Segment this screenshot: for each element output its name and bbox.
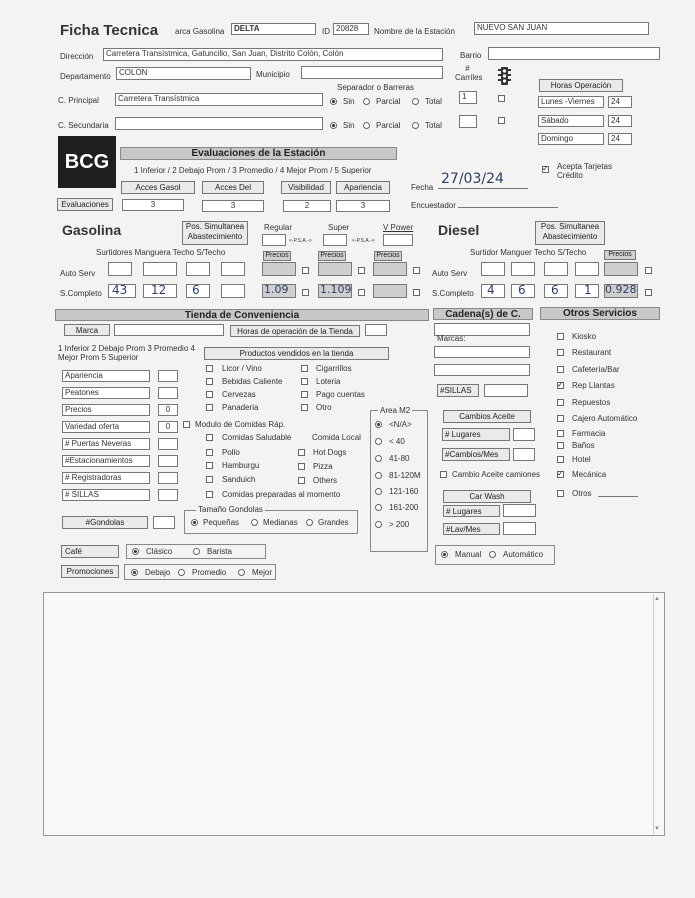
sc-precio-regular-hand: 1.09 [264,283,289,296]
pizza-checkbox[interactable] [298,463,305,470]
car-wash-button[interactable]: Car Wash [443,490,531,503]
precios-regular-button[interactable]: Precios [263,251,291,261]
vpower-label: V Power [383,223,414,232]
hamburgu-label: Hamburgu [222,461,260,470]
principal-label: C. Principal [58,96,99,105]
d-sc-surtidor-hand: 4 [487,283,495,297]
wash-opt: Automático [503,550,544,559]
sanduich-checkbox[interactable] [206,476,213,483]
tamano-label: Tamaño Gondolas [198,505,263,514]
sc-precio-vpower[interactable] [373,284,407,298]
d-sc-techo-hand: 6 [551,283,559,297]
as-super-checkbox[interactable] [358,267,365,274]
principal-field[interactable]: Carretera Transístmica [115,93,323,106]
cafe-opt: Clásico [146,547,173,556]
psa-label: <-P.S.A.-> [352,238,375,244]
eval-row-label: Variedad oferta [62,421,150,433]
area-40-radio[interactable] [375,438,382,445]
sc-super-checkbox[interactable] [358,289,365,296]
tarjetas-check-icon: ✓ [542,164,549,173]
area-over200-radio[interactable] [375,521,382,528]
lugares-button[interactable]: # Lugares [442,428,510,441]
auto-serv-label: Auto Serv [60,269,96,278]
sillas-button[interactable]: #SILLAS [437,384,479,397]
cervezas-checkbox[interactable] [206,391,213,398]
tamano-grandes-radio[interactable] [306,519,313,526]
carriles2-checkbox[interactable] [498,117,505,124]
cafeteria-checkbox[interactable] [557,366,564,373]
promo-opt: Debajo [145,568,171,577]
eval-row-value[interactable] [158,438,178,450]
horas-operacion-button[interactable]: Horas Operación [539,79,623,92]
eval-row-label: Peatones [62,387,150,399]
eval-row-value[interactable]: 0 [158,421,178,433]
separador-parcial-radio[interactable] [363,98,370,105]
sc-vpower-checkbox[interactable] [413,289,420,296]
gondolas-button[interactable]: #Gondolas [62,516,148,529]
sc-regular-checkbox[interactable] [302,289,309,296]
eval-acces-gasol-field[interactable]: 3 [122,199,184,211]
others-checkbox[interactable] [298,477,305,484]
otros-header: Otros Servicios [540,307,660,320]
as-vpower-checkbox[interactable] [413,267,420,274]
panaderia-checkbox[interactable] [206,404,213,411]
promo-opt: Promedio [192,568,227,577]
otros-item-label: Otros [572,489,592,498]
notes-textarea[interactable] [43,592,665,836]
lugares-field[interactable] [513,428,535,441]
cw-lugares-field[interactable] [503,504,536,517]
as-precio-super[interactable] [318,262,352,276]
diesel-cols: Surtidor Manguer Techo S/Techo [470,248,587,257]
pago-cuentas-checkbox[interactable] [301,391,308,398]
regular-label: Regular [264,223,293,232]
barrio-field[interactable] [488,47,660,60]
cw-lugares-button[interactable]: # Lugares [443,505,500,517]
otros-item-label: Mecánica [572,470,607,479]
psa-label: <-P.S.A.-> [289,238,312,244]
d-sc-precio-hand: 0.928 [605,283,637,296]
pizza-label: Pizza [313,462,333,471]
farmacia-checkbox[interactable] [557,430,564,437]
evaluaciones-header: Evaluaciones de la Estación [120,147,397,160]
d-as-manguer[interactable] [511,262,535,276]
pollo-label: Pollo [222,448,240,457]
tamano-opt: Medianas [263,518,298,527]
area-opt: 41-80 [389,454,410,463]
eval-row-label: # Puertas Neveras [62,438,150,450]
tamano-opt: Pequeñas [203,518,240,527]
eval-visibilidad-field[interactable]: 2 [283,200,331,212]
otros-item-label: Kiosko [572,332,597,341]
d-as-checkbox[interactable] [645,267,652,274]
eval-row-value[interactable] [158,489,178,501]
opt-sin-2: Sin [343,121,355,130]
tamano-opt: Grandes [318,518,349,527]
comidas-rapidas-label: Modulo de Comidas Ráp. [195,420,286,429]
otros-item-label: Hotel [572,455,591,464]
acces-gasol-button[interactable]: Acces Gasol [121,181,195,194]
loteria-checkbox[interactable] [301,378,308,385]
sc-surtidores-hand: 43 [112,283,128,297]
hotel-checkbox[interactable] [557,456,564,463]
eval-row-label: Apariencia [62,370,150,382]
s-completo-label: S.Completo [60,289,102,298]
direccion-label: Dirección [60,52,94,61]
opt-total-2: Total [425,121,442,130]
municipio-field[interactable] [301,66,443,79]
encuestador-label: Encuestador [411,201,456,210]
marca-label: arca Gasolina [175,27,225,36]
tarjetas-label: Acepta Tarjetas Crédito [557,162,612,180]
opt-parcial: Parcial [376,97,401,106]
otro-label: Otro [316,403,332,412]
vpower-field[interactable] [383,234,413,246]
preparadas-label: Comidas preparadas al momento [222,490,341,499]
tienda-scale: 1 Inferior 2 Debajo Prom 3 Promedio 4 Mejor Prom 5 Superior [58,344,195,362]
cigarrillos-label: Cigarrillos [316,364,352,373]
horas-domingo-field[interactable]: 24 [608,133,632,145]
departamento-label: Departamento [60,72,111,81]
d-as-techo[interactable] [544,262,568,276]
promo-opt: Mejor [252,568,273,577]
municipio-label: Municipio [256,70,290,79]
sc-stecho[interactable] [221,284,245,298]
id-label: ID [322,27,330,36]
promo-promedio-radio[interactable] [178,569,185,576]
kiosko-checkbox[interactable] [557,333,564,340]
as-precio-regular[interactable] [262,262,296,276]
gasolina-title: Gasolina [62,222,122,238]
promo-mejor-radio[interactable] [238,569,245,576]
otros-line[interactable] [598,496,638,497]
secundaria-label: C. Secundaria [58,121,109,130]
eval-apariencia-field[interactable]: 3 [336,200,390,212]
otros-item-label: Cajero Automático [572,414,638,423]
diesel-title: Diesel [438,222,480,238]
horas-lv-field[interactable]: 24 [608,96,632,108]
repuestos-checkbox[interactable] [557,399,564,406]
eval-row-label: # SILLAS [62,489,150,501]
horas-day-label: Domingo [538,133,604,145]
area-opt: < 40 [389,437,405,446]
comida-local-label: Comida Local [312,433,361,442]
productos-button[interactable]: Productos vendidos en la tienda [204,347,389,360]
area-200-radio[interactable] [375,504,382,511]
cambios-mes-button[interactable]: #Cambios/Mes [442,448,510,461]
hamburgu-checkbox[interactable] [206,462,213,469]
as-surtidores[interactable] [108,262,132,276]
bebidas-label: Bebidas Caliente [222,377,283,386]
as-regular-checkbox[interactable] [302,267,309,274]
area-label: Area M2 [380,406,411,415]
as-precio-vpower[interactable] [373,262,407,276]
area-group [370,410,428,552]
otros-item-label: Baños [572,441,595,450]
area-opt: <N/A> [389,420,412,429]
cw-lav-button[interactable]: #Lav/Mes [443,523,500,535]
separador2-parcial-radio[interactable] [363,122,370,129]
loteria-label: Loteria [316,377,341,386]
wash-opt: Manual [455,550,482,559]
d-sc-checkbox[interactable] [645,289,652,296]
saludable-checkbox[interactable] [206,434,213,441]
evaluaciones-scale: 1 Inferior / 2 Debajo Prom / 3 Promedio / 4 Mejor Prom / 5 Superior [134,166,372,175]
cw-lav-field[interactable] [503,522,536,535]
d-sc-manguer-hand: 6 [518,283,526,297]
hot-dogs-checkbox[interactable] [298,449,305,456]
sanduich-label: Sanduich [222,475,256,484]
otros-item-label: Restaurant [572,348,612,357]
horas-day-label: Sábado [538,115,604,127]
carriles-label: # Carriles [455,64,483,82]
eval-acces-del-field[interactable]: 3 [202,200,264,212]
area-opt: 121-160 [389,487,419,496]
eval-row-label: Precios [62,404,150,416]
otros-item-label: Farmacia [572,429,606,438]
gasolina-pos-button[interactable]: Pos. Simultanea Abastecimiento [182,221,248,245]
direccion-field[interactable]: Carretera Transístmica, Gatuncillo, San Juan, Distrito Colón, Colón [103,48,443,61]
barrio-label: Barrio [460,51,482,60]
tamano-medianas-radio[interactable] [251,519,258,526]
rep-llantas-check-icon: ✓ [557,380,564,389]
eval-row-value[interactable] [158,455,178,467]
pago-cuentas-label: Pago cuentas [316,390,365,399]
precios-super-button[interactable]: Precios [318,251,346,261]
sillas-field[interactable] [484,384,528,397]
saludable-label: Comidas Saludable [222,433,292,442]
marca-field[interactable]: DELTA [231,23,316,35]
otro-checkbox[interactable] [301,404,308,411]
as-manguera[interactable] [143,262,177,276]
fecha-line [438,188,528,189]
separador-label: Separador o Barreras [337,83,414,92]
eval-row-value[interactable] [158,387,178,399]
departamento-field[interactable]: COLON [116,67,251,80]
tienda-header: Tienda de Conveniencia [55,309,429,321]
cafe-button[interactable]: Café [61,545,119,558]
area-160-radio[interactable] [375,488,382,495]
sc-manguera-hand: 12 [151,283,167,297]
separador-sin-radio[interactable] [330,98,337,105]
tienda-marca-field[interactable] [114,324,224,336]
marcas-field-1[interactable] [434,346,530,358]
marca-button[interactable]: Marca [64,324,110,336]
fecha-handwritten[interactable]: 27/03/24 [441,171,504,187]
super-field[interactable] [323,234,347,246]
regular-field[interactable] [262,234,286,246]
d-as-stecho[interactable] [575,262,599,276]
evaluaciones-button[interactable]: Evaluaciones [57,198,113,211]
estacion-field[interactable]: NUEVO SAN JUAN [474,22,649,35]
diesel-pos-button[interactable]: Pos. Simultanea Abastecimiento [535,221,605,245]
cambios-mes-field[interactable] [513,448,535,461]
encuestador-line[interactable] [458,207,558,208]
preparadas-checkbox[interactable] [206,491,213,498]
pollo-checkbox[interactable] [206,449,213,456]
scroll-up-icon[interactable]: ▲ [654,596,660,602]
cadena-header: Cadena(s) de C. [433,308,533,320]
estacion-label: Nombre de la Estación [374,27,455,36]
super-label: Super [328,223,350,232]
scroll-down-icon[interactable]: ▼ [654,826,660,832]
panaderia-label: Panaderia [222,403,259,412]
promociones-button[interactable]: Promociones [61,565,119,578]
as-stecho[interactable] [221,262,245,276]
marcas-field-2[interactable] [434,364,530,376]
area-opt: > 200 [389,520,410,529]
form-title: Ficha Tecnica [60,22,159,39]
acces-del-button[interactable]: Acces Del [202,181,264,194]
area-80-radio[interactable] [375,455,382,462]
separador2-sin-radio[interactable] [330,122,337,129]
opt-parcial-2: Parcial [376,121,401,130]
bcg-logo: BCG [58,136,116,188]
traffic-light-icon [498,66,511,86]
camiones-checkbox[interactable] [440,471,447,478]
cajero-checkbox[interactable] [557,415,564,422]
cambios-aceite-button[interactable]: Cambios Aceite [443,410,531,423]
others-label: Others [313,476,338,485]
diesel-precios-button[interactable]: Precios [604,250,636,260]
area-na-radio[interactable] [375,421,382,428]
area-opt: 81-120M [389,471,421,480]
carriles-field[interactable]: 1 [459,91,477,104]
notes-scrollbar[interactable] [653,594,663,834]
otros-item-label: Repuestos [572,398,611,407]
as-techo[interactable] [186,262,210,276]
horas-sabado-field[interactable]: 24 [608,115,632,127]
bebidas-checkbox[interactable] [206,378,213,385]
eval-row-label: # Registradoras [62,472,150,484]
eval-row-value[interactable]: 0 [158,404,178,416]
area-opt: 161-200 [389,503,419,512]
eval-row-value[interactable] [158,472,178,484]
wash-automatico-radio[interactable] [489,551,496,558]
horas-day-label: Lunes -Viernes [538,96,604,108]
carriles-checkbox[interactable] [498,95,505,102]
cafe-opt: Barista [207,547,232,556]
hot-dogs-label: Hot Dogs [313,448,347,457]
cafe-barista-radio[interactable] [193,548,200,555]
fecha-label: Fecha [411,183,434,192]
opt-total: Total [425,97,442,106]
d-as-precio[interactable] [604,262,638,276]
gondolas-field[interactable] [153,516,175,529]
sc-precio-super-hand: 1.109 [320,283,352,296]
otros-item-label: Rep Llantas [572,381,615,390]
licor-checkbox[interactable] [206,365,213,372]
tamano-pequenas-radio[interactable] [191,519,198,526]
d-as-surtidor[interactable] [481,262,505,276]
cafe-clasico-radio[interactable] [132,548,139,555]
otros-checkbox[interactable] [557,490,564,497]
banos-checkbox[interactable] [557,442,564,449]
visibilidad-button[interactable]: Visibilidad [281,181,331,194]
licor-label: Licor / Vino [222,364,262,373]
carriles2-field[interactable] [459,115,477,128]
wash-manual-radio[interactable] [441,551,448,558]
diesel-auto-serv-label: Auto Serv [432,269,468,278]
id-field[interactable]: 20828 [333,23,369,35]
restaurant-checkbox[interactable] [557,349,564,356]
otros-item-label: Cafetería/Bar [572,365,620,374]
comidas-rapidas-checkbox[interactable] [183,421,190,428]
marcas-label: Marcas: [437,334,466,343]
mecanica-check-icon: ✓ [557,469,564,478]
secundaria-field[interactable] [115,117,323,130]
camiones-label: Cambio Aceite camiones [452,470,541,479]
cervezas-label: Cervezas [222,390,256,399]
horas-tienda-button[interactable]: Horas de operación de la Tienda [230,325,360,337]
diesel-s-completo-label: S.Completo [432,289,474,298]
separador-total-radio[interactable] [412,98,419,105]
cigarrillos-checkbox[interactable] [301,365,308,372]
d-sc-stecho-hand: 1 [584,283,592,297]
precios-vpower-button[interactable]: Precios [374,251,402,261]
eval-row-value[interactable] [158,370,178,382]
area-120-radio[interactable] [375,472,382,479]
eval-row-label: #Estacionamientos [62,455,150,467]
apariencia-button[interactable]: Apariencia [336,181,390,194]
sc-techo-hand: 6 [192,283,200,297]
opt-sin: Sin [343,97,355,106]
gasolina-cols: Surtidores Manguera Techo S/Techo [96,248,226,257]
separador2-total-radio[interactable] [412,122,419,129]
promo-debajo-radio[interactable] [131,569,138,576]
horas-tienda-field[interactable] [365,324,387,336]
